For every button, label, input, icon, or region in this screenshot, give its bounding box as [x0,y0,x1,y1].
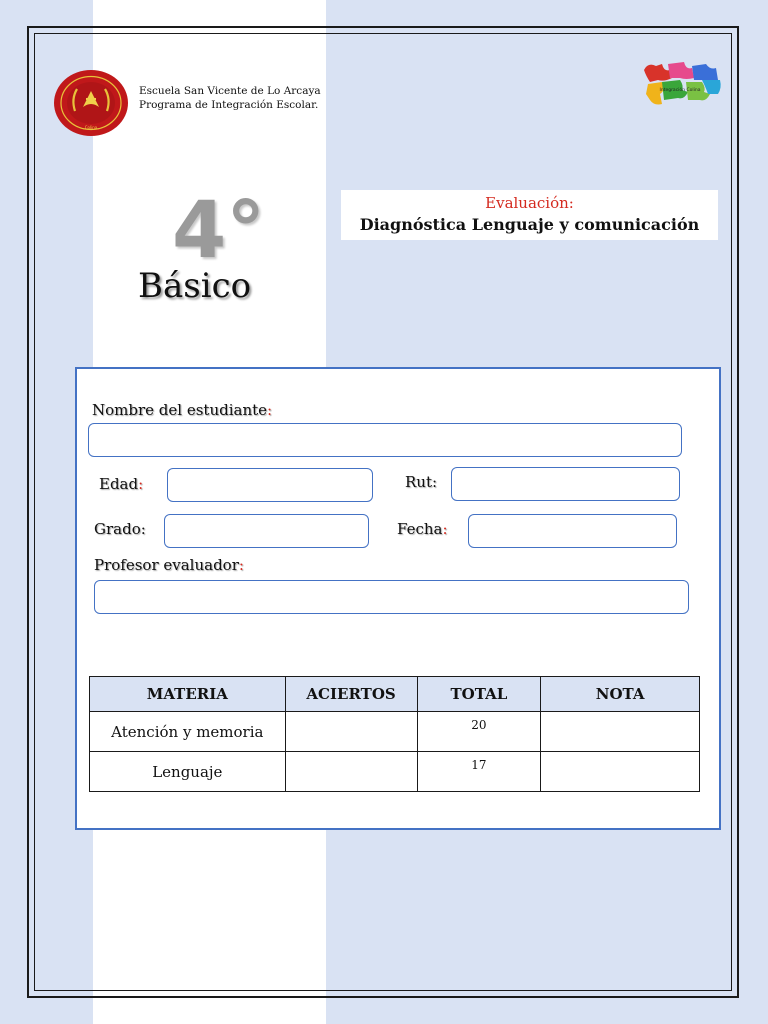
rut-label: Rut: [405,473,438,491]
evaluation-label: Evaluación: [485,194,574,212]
cell-nota[interactable] [541,752,700,792]
cell-materia: Atención y memoria [90,712,286,752]
student-name-field[interactable] [88,423,682,457]
age-label: Edad: [99,475,144,493]
puzzle-integration-logo [640,60,724,112]
program-name: Programa de Integración Escolar. [139,99,319,111]
evaluation-header [341,190,718,240]
table-row [90,752,700,792]
cell-total: 20 [417,712,541,752]
cell-aciertos[interactable] [285,752,417,792]
puzzle-logo-text: Integración Colina [659,88,701,93]
cell-total: 17 [417,752,541,792]
header-nota: NOTA [541,677,700,712]
student-name-label: Nombre del estudiante: [92,401,273,419]
rut-field[interactable] [451,467,680,501]
cell-nota[interactable] [541,712,700,752]
table-header-row [90,677,700,712]
school-info [139,84,321,112]
grade-number: 4° [172,186,266,276]
date-label: Fecha: [397,520,448,538]
cell-aciertos[interactable] [285,712,417,752]
cell-materia: Lenguaje [90,752,286,792]
teacher-field[interactable] [94,580,689,614]
table-row [90,712,700,752]
school-name: Escuela San Vicente de Lo Arcaya [139,85,321,97]
teacher-label: Profesor evaluador: [94,556,244,574]
school-seal-logo [53,69,129,137]
header-aciertos: ACIERTOS [285,677,417,712]
grade-label: Grado: [94,520,146,538]
evaluation-title: Diagnóstica Lenguaje y comunicación [359,215,700,234]
scores-table [89,676,700,792]
header-total: TOTAL [417,677,541,712]
svg-text:Colina: Colina [84,125,98,130]
grade-field[interactable] [164,514,369,548]
age-field[interactable] [167,468,373,502]
grade-level: Básico [138,266,252,306]
header-materia: MATERIA [90,677,286,712]
date-field[interactable] [468,514,677,548]
